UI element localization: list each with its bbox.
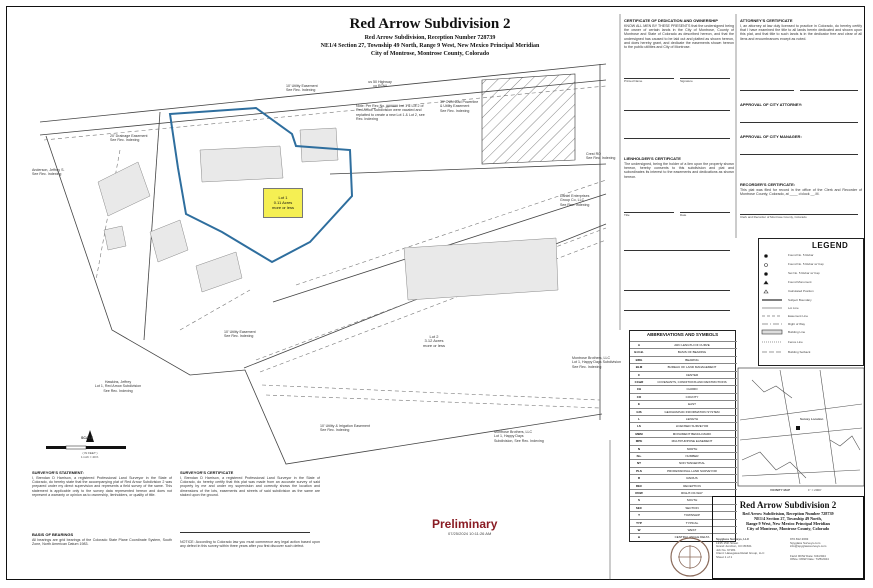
abbreviation-key: CC&R xyxy=(634,380,644,384)
sig-line-15 xyxy=(180,532,310,533)
legend-item: Subject Boundary xyxy=(788,298,812,302)
abbreviation-row xyxy=(630,422,737,429)
sig-line-6 xyxy=(680,212,730,213)
abbreviation-key: TYP xyxy=(636,520,642,525)
abbreviation-key: CH xyxy=(636,387,642,392)
owner-left-label: Anderson, Jeffrey S. See Rec. Indexing xyxy=(32,168,65,177)
sig-line-4 xyxy=(624,138,730,139)
abbreviation-meaning: RIGHT-OF-WAY xyxy=(681,491,703,495)
abbreviation-row xyxy=(630,430,737,437)
abbreviation-meaning: CHORD xyxy=(686,387,698,392)
legend-item: Found Monument xyxy=(788,280,812,284)
abbreviation-row xyxy=(630,445,737,452)
abbreviation-row xyxy=(630,393,737,400)
legend-item: Set No. 5 Rebar w/ Cap xyxy=(788,271,820,275)
abbreviation-row xyxy=(630,371,737,378)
spyglass-logo xyxy=(668,535,712,579)
approval-manager-heading: APPROVAL OF CITY MANAGER: xyxy=(740,134,802,139)
dedication-text: KNOW ALL MEN BY THESE PRESENTS that the undersigned being the owner of certain lands in the City of Montrose, County of Montrose and State of Colorado as described hereon, and that the undersigned has caused to be laid out and platted as shown hereon, and does hereby grant, and dedicate the easements shown hereon to the public utilities and City of Montrose. xyxy=(624,24,734,50)
abbreviation-meaning: RECEPTION xyxy=(683,483,701,488)
abbreviation-row xyxy=(630,452,737,459)
abbreviation-row xyxy=(630,363,737,370)
sig-line-10 xyxy=(740,90,794,91)
vacation-note: Note: Per Rec No. ###### Lot 1 & Lot 2 of Red Arrow Subdivision were vacated and replatted to create a new Lot 1 & Lot 2, see Rec. Indexing xyxy=(356,104,425,122)
abbreviation-key: T xyxy=(638,513,640,518)
abbreviation-key: NT xyxy=(637,461,641,466)
abbreviation-meaning: SOUTH xyxy=(686,498,698,503)
sig-label-date: Date xyxy=(680,213,687,217)
sig-line-11 xyxy=(800,90,858,91)
abbreviation-row xyxy=(630,356,737,363)
abbreviation-key: No. xyxy=(636,454,642,458)
abbreviation-row xyxy=(630,482,737,489)
scale-label: SCALE xyxy=(81,436,94,440)
vicinity-map-scale: 1" = 2000' xyxy=(808,488,822,492)
basis-heading: BASIS OF BEARINGS xyxy=(32,532,74,537)
preliminary-stamp: Preliminary xyxy=(432,517,498,531)
sig-line-3 xyxy=(624,110,730,111)
abbreviation-meaning: LICENSED SURVEYOR xyxy=(675,424,709,429)
plat-title: Red Arrow Subdivision 2 xyxy=(349,16,511,32)
abbreviation-key: GIS xyxy=(636,409,642,414)
sig-line-12 xyxy=(740,122,858,123)
abbreviation-row xyxy=(630,415,737,422)
vicinity-map xyxy=(738,368,864,486)
lot-2-label: Lot 2 3.12 Acres more or less xyxy=(422,334,445,348)
dedication-heading: CERTIFICATE OF DEDICATION AND OWNERSHIP xyxy=(624,18,718,23)
sig-label-name: Printed Name xyxy=(624,79,643,83)
abbreviation-key: MPE xyxy=(635,439,643,444)
abbreviation-key: R xyxy=(637,476,641,481)
abbreviation-key: S xyxy=(637,498,640,503)
legend-item: Found No. 5 Rebar xyxy=(788,253,814,257)
abbreviation-meaning: BUREAU OF LAND MANAGEMENT xyxy=(667,365,717,370)
abbreviation-meaning: COUNTY xyxy=(685,394,699,399)
abbreviation-key: REC xyxy=(635,483,643,488)
hatched-easement-area xyxy=(482,74,575,164)
surveyor-statement-heading: SURVEYOR'S STATEMENT: xyxy=(32,470,84,475)
sig-label-signature: Signature xyxy=(680,79,693,83)
abbreviation-key: SEC xyxy=(635,505,643,510)
abbreviation-row xyxy=(630,474,737,481)
vicinity-map-label: VICINITY MAP xyxy=(770,488,791,492)
scale-bar xyxy=(46,446,126,449)
abbreviation-meaning: NON TANGENTIAL xyxy=(678,461,706,466)
abbreviation-key: B.O.B. xyxy=(634,350,644,355)
abbreviation-meaning: ARC LENGTH OF CURVE xyxy=(674,343,710,347)
abbreviation-row xyxy=(630,385,737,392)
abbreviation-meaning: MULTIPURPOSE EASEMENT xyxy=(671,439,713,444)
legend-title: LEGEND xyxy=(812,241,849,250)
abbreviation-meaning: CENTRAL ANGLE DELTA xyxy=(674,535,710,540)
legend-item: Found No. 5 Rebar w/ Cap xyxy=(788,262,824,266)
legend-item: Calculated Position xyxy=(788,289,814,293)
abbreviation-row xyxy=(630,348,737,355)
highway-label: us 50 Highway co ROW xyxy=(368,80,392,89)
basis-text: All bearings are grid bearings of the Colorado State Plane Coordinate System, South Zone, North American Datum 1983. xyxy=(32,538,172,547)
abbreviation-key: W xyxy=(637,528,641,532)
abbreviation-key: Δ xyxy=(637,535,641,540)
county-clerk-label: Clerk and Recorder of Montrose County, Colorado xyxy=(740,215,807,219)
abbreviation-meaning: BASIS OF BEARING xyxy=(677,350,707,355)
abbreviation-meaning: COVENANTS, CONDITIONS AND RESTRICTIONS xyxy=(657,380,727,384)
easement-note-1: 10' Utility Easement See Rec. Indexing xyxy=(286,84,318,93)
abbreviation-meaning: RADIUS xyxy=(686,476,698,481)
abbreviation-key: BLM xyxy=(635,365,643,370)
title-block-company-info: Spyglass Surveys, LLC 1335 15th Street Grand Junction, CO 81501 Job No. 97181 Client: Hasegawa Retail Group, LLC Sheet 1 of 1 xyxy=(716,537,765,559)
legend-item: Right of Way xyxy=(788,322,806,326)
owner-bottom-right-label: Montrose Brothers, LLC Lot 1, Happy Days Subdivision, See Rec. Indexing xyxy=(494,430,544,443)
title-block-subtitle: Red Arrow Subdivision, Reception Number 728739 NE1/4 Section 27, Township 49 North, Range 9 West, New Mexico Principal Meridian City of Montrose, Montrose County, Colorado xyxy=(742,511,834,531)
owner-far-right-label: Crest RO See Rec. Indexing xyxy=(586,152,616,161)
abbreviation-meaning: MONUMENT BENCH MARK xyxy=(672,431,712,436)
abbreviation-row xyxy=(630,400,737,407)
sig-line-5 xyxy=(624,212,674,213)
abbreviation-meaning: PROFESSIONAL LAND SURVEYOR xyxy=(667,468,717,473)
sig-line-8 xyxy=(624,290,730,291)
abbreviation-meaning: TYPICAL xyxy=(685,520,699,525)
abbreviation-key: L xyxy=(638,417,640,421)
recorder-text: This plat was filed for record in the office of the Clerk and Recorder of Montrose County, Colorado, at ____ o'clock __.M. xyxy=(740,188,862,197)
abbreviation-key: MBM xyxy=(635,431,643,436)
lot-1-label: Lot 1 0.11 Acres more or less xyxy=(263,188,303,218)
abbreviation-key: C xyxy=(637,372,641,377)
legend-item: Building Setback xyxy=(788,350,811,354)
legend-item: Fence Line xyxy=(788,340,803,344)
attorney-text: I, an attorney at law duly licensed to practice in Colorado, do hereby certify that I have examined the title to all lands herein dedicated and shown upon this plat, and that title to such lands is in the dedicator free and clear of all liens and encumbrances except as noted. xyxy=(740,24,862,41)
recorder-heading: RECORDER'S CERTIFICATE: xyxy=(740,182,796,187)
attorney-heading: ATTORNEY'S CERTIFICATE xyxy=(740,18,793,23)
abbreviation-row xyxy=(630,467,737,474)
powerline-note: 30' Overhead Powerline & Utility Easement See Rec. Indexing xyxy=(440,100,479,113)
notice-text: NOTICE: According to Colorado law you must commence any legal action based upon any defect in this survey within three years after you first discover such defect. xyxy=(180,540,320,549)
abbreviation-key: BRG xyxy=(635,357,643,362)
title-block-title: Red Arrow Subdivision 2 xyxy=(739,500,837,510)
abbreviation-meaning: SECTION xyxy=(685,505,699,510)
plat-subtitle: Red Arrow Subdivision, Reception Number 728739 NE1/4 Section 27, Township 49 North, Range 9 West, New Mexico Principal Meridian City of Montrose, Montrose County, Colorado xyxy=(320,35,540,57)
abbreviation-key: E xyxy=(637,402,640,407)
abbreviation-row xyxy=(630,378,737,385)
abbreviation-row xyxy=(630,459,737,466)
easement-note-4: 10' Utility Easement See Rec. Indexing xyxy=(224,330,256,339)
scale-units: ( IN FEET ) 1 inch = 40 ft. xyxy=(80,451,100,459)
abbreviation-meaning: LENGTH xyxy=(685,417,699,421)
easement-note-2: 20' Drainage Easement See Rec. Indexing xyxy=(110,134,148,143)
abbreviation-row xyxy=(630,408,737,415)
sig-label-title: Title xyxy=(624,213,630,217)
abbreviation-key: PLS xyxy=(636,468,642,473)
sig-line-13 xyxy=(740,154,858,155)
surveyor-statement-text: I, Brendan D Harrison, a registered Professional Land Surveyor in the State of Colorado, do hereby state that the accompanying plat of Red Arrow Subdivision 2 was prepared under my direct supervision and represents a field survey of the same. This statement is applicable only to the survey data represented hereon and does not represent a warranty or opinion as to ownership, lienholders, or quality of title. xyxy=(32,476,172,497)
legend-item: Lot Line xyxy=(788,306,799,310)
owner-bottom-left-label: Hawkins, Jeffrey Lot 1, Red Arrow Subdivision See Rec. Indexing xyxy=(94,380,142,393)
sig-line-9 xyxy=(624,310,730,311)
abbreviation-meaning: GEOGRAPHIC INFORMATION SYSTEM xyxy=(664,409,720,414)
abbreviation-key: N xyxy=(637,446,641,451)
abbreviation-meaning: CENTER xyxy=(685,372,699,377)
legend-item: Easement Line xyxy=(788,314,809,318)
legend-item: Building Line xyxy=(788,330,806,334)
preliminary-timestamp: 07/25/2024 10:11:26 AM xyxy=(448,531,492,536)
surveyor-certificate-text: I, Brendan D Harrison, a registered Professional Land Surveyor in the State of Colorado, do hereby certify that this plat was made from an accurate survey of said property by me and under my supervision and correctly shows the location and dimensions of the lots, easements and streets of said subdivision as the same are staked upon the ground. xyxy=(180,476,320,497)
abbreviation-meaning: BEARING xyxy=(685,357,699,362)
abbreviation-key: ROW xyxy=(635,491,643,495)
vicinity-site-marker xyxy=(796,426,800,430)
abbreviation-meaning: NUMBER xyxy=(685,454,699,458)
abbreviation-meaning: NORTH xyxy=(686,446,698,451)
surveyor-certificate-heading: SURVEYOR'S CERTIFICATE xyxy=(180,470,234,475)
abbreviation-meaning: TOWNSHIP xyxy=(683,513,701,518)
owner-right-label: Daniel Enterprises Group Co, LLC See Rec. Indexing xyxy=(560,194,590,207)
owner-bottom-mid-label: Montrose Brothers, LLC Lot 1, Happy Days Subdivision See Rec. Indexing xyxy=(572,356,621,369)
abbreviation-key: CO xyxy=(636,394,642,399)
sig-line-7 xyxy=(624,250,730,251)
lienholder-text: The undersigned, being the holder of a lien upon the property shown hereon, hereby consents to this subdivision and plat and subordinates its interest to the easements and dedications as shown hereon. xyxy=(624,162,734,179)
abbreviation-row xyxy=(630,341,737,348)
abbreviations-title: ABBREVIATIONS AND SYMBOLS xyxy=(646,332,719,337)
abbreviation-meaning: EAST xyxy=(688,402,696,407)
abbreviation-meaning: WEST xyxy=(687,528,697,532)
lienholder-heading: LIENHOLDER'S CERTIFICATE xyxy=(624,156,681,161)
vicinity-site-label: Survey Location xyxy=(800,417,824,421)
legend-list xyxy=(788,254,862,360)
abbreviation-key: A xyxy=(637,343,641,347)
title-block-contact: 970.812.3693 Spyglass Surveys.com info@spyglasssurveys.com Field: RDW Date: 6/4/2024 Office: RDW Date: 7/25/2024 xyxy=(790,537,829,562)
abbreviation-row xyxy=(630,437,737,444)
approval-city-heading: APPROVAL OF CITY ATTORNEY: xyxy=(740,102,803,107)
abbreviation-key: LS xyxy=(637,424,641,429)
easement-note-3: 10' Utility & Irrigation Easement See Rec. Indexing xyxy=(320,424,371,433)
